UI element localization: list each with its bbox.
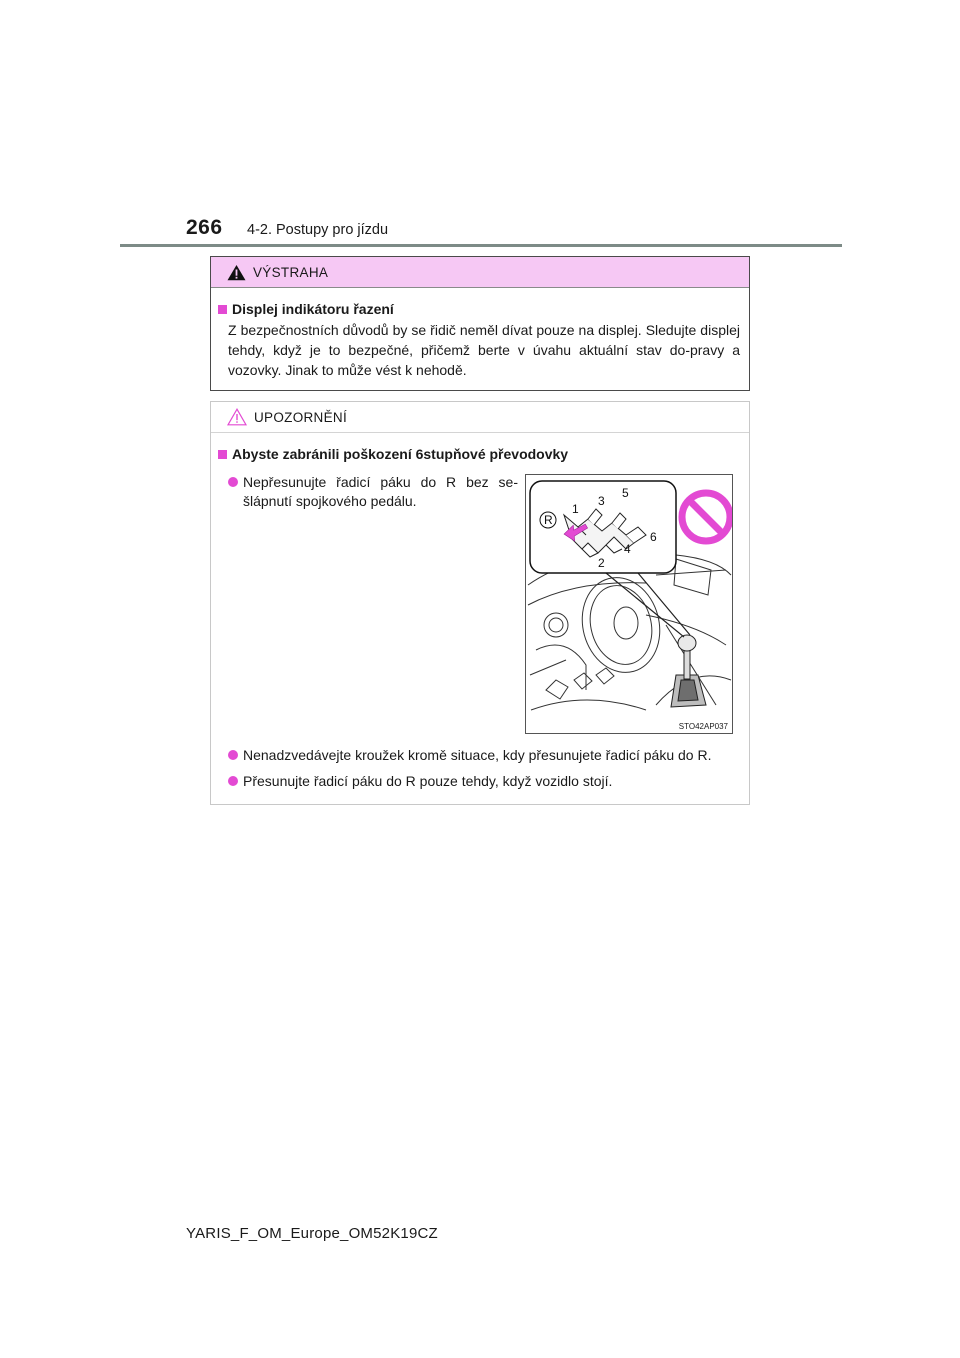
- warning-heading-text: Displej indikátoru řazení: [232, 301, 394, 317]
- warning-header: [211, 257, 749, 288]
- section-title: 4-2. Postupy pro jízdu: [247, 222, 389, 238]
- list-item: [228, 473, 518, 511]
- document-id: YARIS_F_OM_Europe_OM52K19CZ: [186, 1225, 438, 1242]
- warning-box: [210, 256, 750, 391]
- gear-label-1: 1: [572, 502, 579, 516]
- warning-heading: [218, 301, 394, 317]
- caution-triangle-outline-icon: [227, 408, 247, 426]
- gear-shift-drawing: [526, 475, 732, 733]
- gear-label-5: 5: [622, 486, 629, 500]
- prohibition-icon: [682, 493, 730, 541]
- warning-label: VÝSTRAHA: [253, 264, 329, 280]
- figure-code: STO42AP037: [678, 722, 728, 731]
- gear-label-2: 2: [598, 556, 605, 570]
- round-bullet-icon: [228, 776, 238, 786]
- caution-box: [210, 401, 750, 805]
- header-rule: [120, 244, 842, 247]
- list-item: [228, 746, 753, 765]
- square-bullet-icon: [218, 450, 227, 459]
- list-item-text: Přesunujte řadicí páku do R pouze tehdy, když vozidlo stojí.: [243, 773, 613, 789]
- warning-text: Z bezpečnostních důvodů by se řidič neměl dívat pouze na displej. Sledujte displej tehdy, když je to bezpečné, přičemž berte v úvahu aktuální stav do-pravy a vozovky. Jinak to může vést k nehodě.: [228, 322, 740, 378]
- square-bullet-icon: [218, 305, 227, 314]
- round-bullet-icon: [228, 750, 238, 760]
- caution-label: UPOZORNĚNÍ: [254, 409, 348, 425]
- gear-label-6: 6: [650, 530, 657, 544]
- list-item-text: Nepřesunujte řadicí páku do R bez se-šlápnutí spojkového pedálu.: [243, 474, 518, 509]
- gear-label-4: 4: [624, 542, 631, 556]
- list-item: [228, 772, 753, 791]
- gear-label-r: R: [544, 513, 553, 527]
- gear-label-3: 3: [598, 494, 605, 508]
- page-number: 266: [186, 216, 223, 239]
- caution-heading-text: Abyste zabránili poškození 6stupňové převodovky: [232, 446, 569, 462]
- caution-header: [211, 402, 749, 433]
- gear-shift-illustration: [525, 474, 733, 734]
- caution-heading: [218, 446, 568, 462]
- list-item-text: Nenadzvedávejte kroužek kromě situace, kdy přesunujete řadicí páku do R.: [243, 747, 712, 763]
- warning-triangle-icon: [227, 264, 246, 281]
- round-bullet-icon: [228, 477, 238, 487]
